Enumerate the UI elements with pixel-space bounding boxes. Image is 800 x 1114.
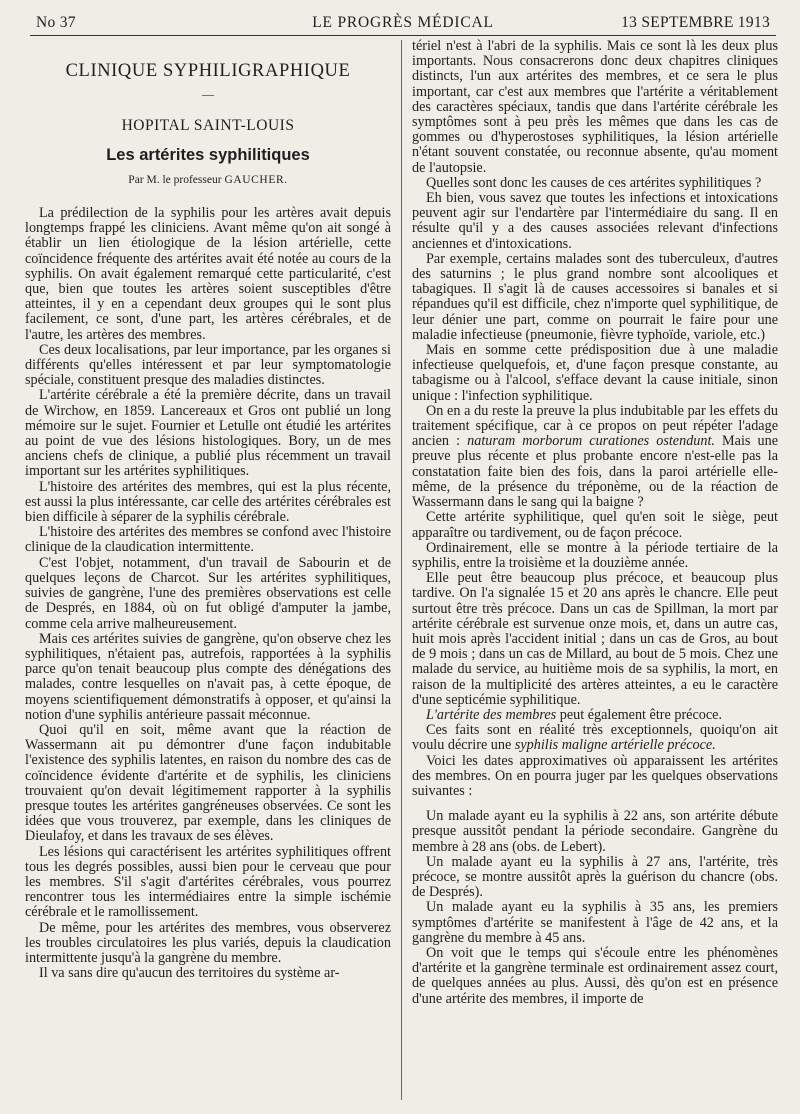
- text-run: Mais une preuve plus récente et plus probante encore n'est-elle pas la constatation faite bien des fois, dans la paroi artérielle elle-même, de la présence du tréponème, ou de la réaction de Wassermann dans le sang qui la baigne ?: [412, 433, 778, 511]
- hospital-name: HOPITAL SAINT-LOUIS: [121, 117, 295, 135]
- journal-title: LE PROGRÈS MÉDICAL: [312, 14, 494, 31]
- header-rule: [30, 35, 776, 36]
- italic-term: syphilis maligne artérielle précoce.: [514, 737, 716, 754]
- paragraph: On voit que le temps qui s'écoule entre les phénomènes d'artérite et la gangrène terminale est ordinairement assez court, de quelques années au plus. Aussi, dès qu'on est en présence d'une artérite des membres, il importe de: [412, 944, 778, 1007]
- paragraph: Ordinairement, elle se montre à la période tertiaire de la syphilis, entre la troisième et la douzième année.: [412, 539, 778, 571]
- issue-date: 13 SEPTEMBRE 1913: [621, 14, 770, 31]
- paragraph: Voici les dates approximatives où apparaissent les artérites des membres. On en pourra juger par les quelques observations suivantes :: [412, 752, 778, 799]
- byline-prefix: Par M. le professeur: [128, 173, 222, 186]
- paragraph: Quelles sont donc les causes de ces artérites syphilitiques ?: [426, 174, 762, 191]
- paragraph: Elle peut être beaucoup plus précoce, et beaucoup plus tardive. On l'a signalée 15 et 20 ans après le chancre. Elle peut surtout être très précoce. Dans un cas de Spillman, la mort par artérite cérébrale est survenue onze mois, et, dans un autre cas, huit mois après l'accident initial ; dans un cas de Gros, au bout de 9 mois ; dans un cas de Millard, au bout de 5 mois. Chez une malade du service, au huitième mois de sa syphilis, la mort, en raison de la multiplicité des artères atteintes, a eu le caractère d'une septicémie syphilitique.: [412, 570, 778, 708]
- text-run: Ces faits sont en réalité très exceptionnels, quoiqu'on ait voulu décrire une: [412, 722, 778, 754]
- article-title: Les artérites syphilitiques: [106, 145, 310, 164]
- observation: Un malade ayant eu la syphilis à 27 ans, l'artérite, très précoce, se montre aussitôt après la guérison du chancre (obs. de Després).: [412, 853, 778, 901]
- paragraph: Cette artérite syphilitique, quel qu'en soit le siège, peut apparaître ou tardivement, ou de façon précoce.: [412, 509, 778, 541]
- paragraph: [412, 723, 778, 753]
- right-column: [412, 39, 778, 1007]
- paragraph: [412, 708, 778, 723]
- left-column: [25, 40, 391, 981]
- paragraph: Par exemple, certains malades sont des tuberculeux, d'autres des saturnins ; le plus grand nombre sont alcooliques et tabagiques. Il s'agit là de causes accessoires si banales et si répandues qu'il est difficile, chez n'importe quel syphilitique, de leur dénier une part, comme on pourrait le faire pour une maladie infectieuse (pneumonie, fièvre typhoïde, variole, etc.): [412, 250, 778, 343]
- paragraph: La prédilection de la syphilis pour les artères avait depuis longtemps frappé les cliniciens. Avant même qu'on ait songé à établir un lien étiologique de la lésion artérielle, cette coïncidence fréquente des artérites avait été notée au cours de la syphilis. On avait également remarqué cette particularité, c'est que, bien que toutes les artères soient susceptibles d'être atteintes, il y en a cependant deux groupes qui le sont plus facilement, ce sont, d'une part, les artères cérébrales, et de l'autre, les artères des membres.: [25, 205, 391, 343]
- column-divider: [401, 40, 402, 1100]
- paragraph: Ces deux localisations, par leur importance, par les organes si différents qu'elles intéressent et par leur symptomatologie spéciale, constituent presque des maladies distinctes.: [25, 341, 391, 389]
- section-separator: —: [202, 87, 214, 102]
- running-header: [36, 14, 770, 36]
- paragraph: Les lésions qui caractérisent les artérites syphilitiques offrent tous les degrés possibles, aussi bien pour le cerveau que pour les membres. S'il s'agit d'artérites cérébrales, vous pourrez rencontrer tous les intermédiaires entre la simple ischémie cérébrale et le ramollissement.: [25, 843, 391, 921]
- text-run: On en a du reste la preuve la plus indubitable par les effets du traitement spécifique, car à ce propos on peut répéter l'adage ancien :: [412, 402, 778, 450]
- issue-number: No 37: [36, 14, 76, 31]
- paragraph: L'histoire des artérites des membres, qui est la plus récente, est aussi la plus intéressante, car celle des artérites cérébrales est bien difficile à séparer de la syphilis cérébrale.: [25, 478, 391, 526]
- paragraph: De même, pour les artérites des membres, vous observerez les troubles circulatoires les plus variés, depuis la claudication intermittente jusqu'à la gangrène du membre.: [25, 919, 391, 966]
- byline: [25, 173, 391, 188]
- paragraph: tériel n'est à l'abri de la syphilis. Mais ce sont là les deux plus importants. Nous consacrerons donc deux chapitres cliniques distincts, l'un aux artérites des membres, et ce sera le plus important, car c'est aux membres que l'artérite a véritablement des caractères spéciaux, tandis que dans l'artérite cérébrale les symptômes sont à peu près les mêmes que dans les cas de gommes ou d'hyperostoses syphilitiques, la lésion artérielle n'étant souvent constatée, ou reconnue absente, qu'au moment de l'autopsie.: [412, 38, 778, 176]
- latin-adage: naturam morborum curationes ostendunt.: [467, 433, 715, 450]
- observation: Un malade ayant eu la syphilis à 35 ans, les premiers symptômes d'artérite se manifestent à l'âge de 42 ans, et la gangrène du membre à 45 ans.: [412, 899, 778, 946]
- section-title: CLINIQUE SYPHILIGRAPHIQUE: [65, 61, 351, 81]
- paragraph: Il va sans dire qu'aucun des territoires du système ar-: [39, 965, 340, 982]
- paragraph: L'artérite cérébrale a été la première décrite, dans un travail de Wirchow, en 1859. Lancereaux et Gros ont publié un long mémoire sur le sujet. Fournier et Letulle ont étudié les artérites au point de vue des lésions histologiques. Bory, un de mes anciens chefs de clinique, a publié plus récemment un travail important sur les artérites syphilitiques.: [25, 387, 391, 480]
- paragraph: Eh bien, vous savez que toutes les infections et intoxications peuvent agir sur l'endartère par l'intermédiaire du sang. Il en résulte qu'il y a des causes associées relevant d'infections anciennes et d'intoxications.: [412, 190, 778, 252]
- paragraph: Quoi qu'il en soit, même avant que la réaction de Wassermann ait pu démontrer d'une façon indubitable l'existence des syphilis latentes, en raison du nombre des cas de coïncidence évidente d'artérite et de syphilis, les cliniciens trouvaient qu'on devait légitimement rapporter à la syphilis presque toutes les artérites gangréneuses observées. Ce sont les idées que vous trouverez, par exemple, dans les cliniques de Dieulafoy, et dans les travaux de ses élèves.: [25, 721, 391, 845]
- text-run: peut également être précoce.: [556, 706, 723, 723]
- italic-term: L'artérite des membres: [426, 706, 557, 723]
- paragraph: Mais en somme cette prédisposition due à une maladie infectieuse quelquefois, et, d'une façon presque constante, au tabagisme ou à l'alcool, s'efface devant la cause initiale, sinon unique : l'infection syphilitique.: [412, 342, 778, 404]
- paragraph: [412, 404, 778, 510]
- paragraph: L'histoire des artérites des membres se confond avec l'histoire clinique de la claudication intermittente.: [25, 524, 391, 556]
- paragraph: C'est l'objet, notamment, d'un travail de Sabourin et de quelques leçons de Charcot. Sur les artérites syphilitiques, suivies de gangrène, l'une des premières observations est celle de Després, en 1884, où on fut obligé d'amputer la jambe, comme cela arrive malheureusement.: [25, 554, 391, 632]
- paragraph: Mais ces artérites suivies de gangrène, qu'on observe chez les syphilitiques, n'étaient pas, autrefois, rapportées à la syphilis parce qu'on tenait beaucoup plus compte des dénégations des malades, contre lesquelles on n'avait pas, à cette époque, de moyens scientifiquement démonstratifs à opposer, et qu'ainsi la notion d'une syphilis antérieure passait méconnue.: [25, 630, 391, 723]
- observation: Un malade ayant eu la syphilis à 22 ans, son artérite débute presque aussitôt pendant la période secondaire. Gangrène du membre à 28 ans (obs. de Lebert).: [412, 808, 778, 855]
- byline-author: GAUCHER.: [224, 173, 288, 186]
